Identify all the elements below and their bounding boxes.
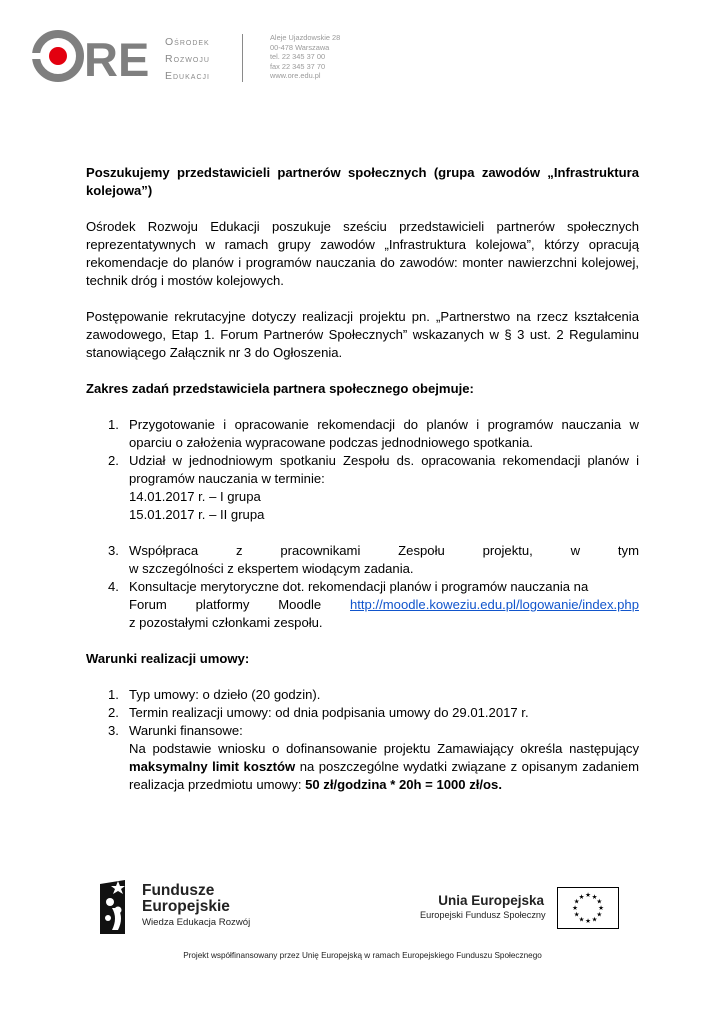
condition-text: Termin realizacji umowy: od dnia podpisania umowy do 29.01.2017 r. bbox=[129, 705, 529, 720]
address-website: www.ore.edu.pl bbox=[270, 71, 321, 81]
conditions-list bbox=[86, 686, 639, 794]
eu-flag-icon bbox=[557, 887, 619, 929]
fundusze-europejskie-text bbox=[142, 883, 250, 929]
word: projektu, bbox=[482, 543, 533, 558]
list-item bbox=[86, 452, 639, 542]
footer-note: Projekt współfinansowany przez Unię Europejską w ramach Europejskiego Funduszu Społecznego bbox=[183, 951, 542, 960]
eu-star: ★ bbox=[585, 918, 591, 926]
conditions-heading: Warunki realizacji umowy: bbox=[86, 651, 250, 666]
condition-text: Typ umowy: o dzieło (20 godzin). bbox=[129, 687, 321, 702]
rate-calculation: 50 zł/godzina * 20h = 1000 zł/os. bbox=[305, 777, 502, 792]
eu-star: ★ bbox=[596, 898, 603, 906]
eu-star: ★ bbox=[573, 911, 580, 919]
word: Moodle bbox=[278, 597, 322, 612]
list-number: 1. bbox=[108, 417, 119, 432]
org-name-line-3: Edukacji bbox=[165, 70, 210, 82]
address-phone: tel. 22 345 37 00 bbox=[270, 52, 326, 62]
word: pracownikami bbox=[280, 543, 361, 558]
paragraph-intro: Ośrodek Rozwoju Edukacji poszukuje sześciu przedstawicieli partnerów społecznych reprezentatywnych w ramach grupy zawodów „Infrastruktura kolejowa”, którzy opracują rekomendacje do planów i programów nauczania do zawodów: monter nawierzchni kolejowej, technik dróg i mostów kolejowych. bbox=[86, 219, 639, 288]
task-text: Udział w jednodniowym spotkaniu Zespołu ds. opracowania rekomendacji planów i programów nauczania w terminie: bbox=[129, 453, 639, 486]
list-number: 2. bbox=[108, 453, 119, 468]
fe-line-2: Europejskie bbox=[142, 898, 230, 915]
fundusze-europejskie-icon bbox=[98, 878, 138, 936]
eu-star: ★ bbox=[572, 905, 578, 913]
task-text-line-1: Konsultacje merytoryczne dot. rekomendacji planów i programów nauczania na bbox=[129, 579, 589, 594]
footer-logos bbox=[0, 875, 725, 945]
word: platformy bbox=[195, 597, 250, 612]
list-item bbox=[86, 578, 639, 632]
financial-conditions-detail: Na podstawie wniosku o dofinansowanie projektu Zamawiający określa następujący maksymalny limit kosztów na poszczególne wydatki związane z opisanym zadaniem realizacja przedmiotu umowy: 50 zł/godzina * 20h = 1000 zł/os. bbox=[129, 741, 639, 792]
eu-star: ★ bbox=[591, 916, 598, 924]
paragraph-procedure: Postępowanie rekrutacyjne dotyczy realizacji projektu pn. „Partnerstwo na rzecz kształcenia zawodowego, Etap 1. Forum Partnerów Społecznych” wskazanych w § 3 ust. 2 Regulaminu stanowiącego Załącznik nr 3 do Ogłoszenia. bbox=[86, 309, 639, 360]
word: Współpraca bbox=[129, 543, 199, 558]
meeting-date-group-1: 14.01.2017 r. – I grupa bbox=[129, 489, 261, 504]
document-title: Poszukujemy przedstawicieli partnerów społecznych (grupa zawodów „Infrastruktura kolejowa”) bbox=[86, 165, 639, 198]
fe-line-1: Fundusze bbox=[142, 882, 215, 899]
list-item bbox=[86, 542, 639, 578]
list-number: 1. bbox=[108, 687, 119, 702]
letterhead bbox=[0, 0, 725, 100]
address-city: 00-478 Warszawa bbox=[270, 42, 330, 52]
org-name-line-1: Ośrodek bbox=[165, 36, 210, 48]
list-item bbox=[86, 722, 639, 794]
ore-logo-letters: RE bbox=[84, 33, 150, 84]
list-number: 4. bbox=[108, 579, 119, 594]
word: w bbox=[570, 543, 581, 558]
word: tym bbox=[617, 543, 639, 558]
list-number: 2. bbox=[108, 705, 119, 720]
fe-line-3: Wiedza Edukacja Rozwój bbox=[142, 917, 251, 928]
list-number: 3. bbox=[108, 543, 119, 558]
eu-star: ★ bbox=[585, 892, 591, 900]
list-item bbox=[86, 686, 639, 704]
document-body bbox=[86, 164, 639, 794]
ore-logo-red-dot bbox=[49, 47, 67, 65]
eu-title: Unia Europejska bbox=[438, 893, 544, 908]
list-item bbox=[86, 704, 639, 722]
tasks-list bbox=[86, 416, 639, 632]
word: Zespołu bbox=[398, 543, 445, 558]
list-item bbox=[86, 416, 639, 452]
eu-star: ★ bbox=[598, 905, 604, 913]
eu-subtitle: Europejski Fundusz Społeczny bbox=[420, 910, 546, 920]
task-text-line-2 bbox=[129, 596, 639, 614]
moodle-link[interactable]: http://moodle.koweziu.edu.pl/logowanie/index.php bbox=[350, 597, 639, 612]
eu-star: ★ bbox=[596, 911, 603, 919]
eu-star: ★ bbox=[578, 916, 585, 924]
task-text-line-2: w szczególności z ekspertem wiodącym zadania. bbox=[129, 561, 414, 576]
meeting-date-group-2: 15.01.2017 r. – II grupa bbox=[129, 507, 265, 522]
word: z bbox=[235, 543, 243, 558]
ore-logo bbox=[30, 28, 160, 84]
header-divider bbox=[242, 34, 243, 82]
task-text-line-1 bbox=[129, 542, 639, 560]
org-name bbox=[165, 34, 210, 85]
eu-text bbox=[420, 893, 544, 922]
eu-star: ★ bbox=[591, 893, 598, 901]
task-text-line-3: z pozostałymi członkami zespołu. bbox=[129, 615, 323, 630]
org-name-line-2: Rozwoju bbox=[165, 53, 210, 65]
tasks-heading: Zakres zadań przedstawiciela partnera społecznego obejmuje: bbox=[86, 381, 474, 396]
word: Forum bbox=[129, 597, 167, 612]
eu-star: ★ bbox=[573, 898, 580, 906]
list-number: 3. bbox=[108, 723, 119, 738]
condition-text: Warunki finansowe: bbox=[129, 723, 243, 738]
eu-star: ★ bbox=[578, 893, 585, 901]
address-street: Aleje Ujazdowskie 28 bbox=[270, 33, 341, 42]
max-cost-limit-label: maksymalny limit kosztów bbox=[129, 759, 296, 774]
address-fax: fax 22 345 37 70 bbox=[270, 61, 326, 71]
task-text: Przygotowanie i opracowanie rekomendacji do planów i programów nauczania w oparciu o założenia wypracowane podczas jednodniowego spotkania. bbox=[129, 417, 639, 450]
address-block bbox=[270, 33, 340, 81]
